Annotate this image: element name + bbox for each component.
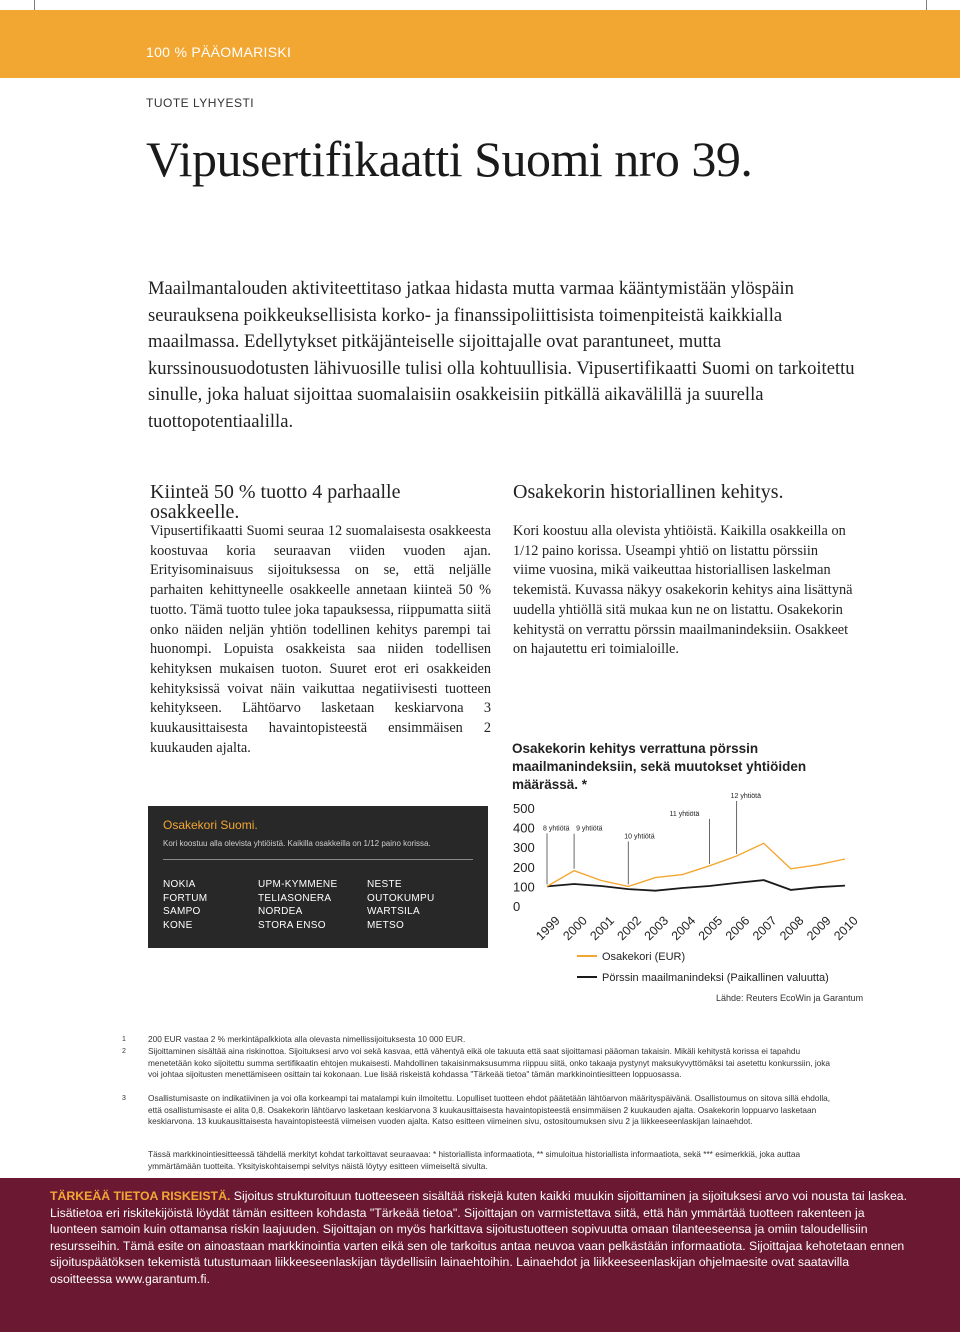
y-tick-label: 300 [513,840,535,856]
y-tick-label: 200 [513,859,535,875]
legend-label: Pörssin maailmanindeksi (Paikallinen valuutta) [602,972,829,984]
left-column-heading: Kiinteä 50 % tuotto 4 parhaalle osakkeelle. [150,481,401,523]
company-count-annotation: 11 yhtiötä [669,810,700,818]
basket-column [367,878,435,933]
footnote-text: Sijoittaminen sisältää aina riskinottoa. Sijoituksesi arvo voi sekä kasvaa, että vähentyä eikä ole takuuta että saat sijoittamasi pääoman takaisin. Mikäli kehitystä korissa ei tapahdu menetetään koko sijoitettu summa sertifikaatin ehtojen mukaisesti. Mahdollinen takaisinmaksusumma riippuu siitä, onko takaaja pystynyt maksukyvyttömäksi tai asetettu konkurssiin, joka voi johtaa sijoitusten menettämiseen osittain tai kokonaan. Lue lisää riskeistä kohdassa "Tärkeää tietoa" tämän markkinointiesitteen loppuosassa. [148,1046,831,1079]
basket-divider [163,859,473,860]
company-count-annotation: 10 yhtiötä [624,833,655,841]
basket-vs-world-index-chart [505,793,875,993]
basket-box [148,806,488,948]
basket-stock: SAMPO [163,906,201,918]
y-tick-label: 500 [513,801,535,816]
x-tick-label: 2002 [614,913,645,944]
right-column-heading: Osakekorin historiallinen kehitys. [513,481,784,503]
y-tick-label: 400 [513,820,535,836]
basket-stock: WARTSILA [367,906,420,918]
basket-stock: UPM-KYMMENE [258,879,338,890]
risk-level-label: 100 % PÄÄOMARISKI [146,44,292,60]
footnote-number: 1 [122,1036,126,1043]
marked-items-note: Tässä markkinointiesitteessä tähdellä merkityt kohdat tarkoittavat seuraavaa: * historiallista informaatiota, ** simuloitua historiallista informaatiota, sekä *** esimerkkiä, joka auttaa ymmärtämään tuotteita. Yksityiskohtaisempi selvitys näistä löytyy esitteen viimeiseltä sivulta. [148,1149,801,1171]
basket-stock: NOKIA [163,879,196,890]
basket-series-line [547,843,845,886]
basket-stock: METSO [367,920,405,932]
x-tick-label: 2005 [695,913,726,944]
basket-stock: OUTOKUMPU [367,892,435,904]
x-tick-label: 2010 [831,913,861,944]
basket-title: Osakekori Suomi. [163,818,258,832]
left-column-body: Vipusertifikaatti Suomi seuraa 12 suomalaisesta osakkeesta koostuvaa koria seuraavan viiden vuoden ajan. Erityisominaisuus sijoituksessa on se, että neljälle parhaiten kehittyneelle osakkeelle annetaan kiinteä 50 % tuotto. Tämä tuotto tulee joka tapauksessa, riippumatta siitä onko näiden neljän yhtiön todellinen kehitys parempi tai huonompi. Lopuista osakkeista saa niiden todellisen kehityksen mukaisen tuoton. Suuret erot eri osakkeiden kehityksissä voivat näin vaikuttaa negatiivisesti tuotteen kehitykseen. Lähtöarvo lasketaan keskiarvona 3 kuukausittaisesta havaintopisteestä ensimmäisen 2 kuukauden ajalta. [150,523,491,756]
chart-title: Osakekorin kehitys verrattuna pörssin maailmanindeksiin, sekä muutokset yhtiöiden määrässä. * [512,741,807,792]
y-tick-label: 100 [513,879,535,895]
risk-info-text [50,1188,914,1288]
footnote-text: 200 EUR vastaa 2 % merkintäpalkkiota alla olevasta nimellissijoituksesta 10 000 EUR. [148,1034,466,1044]
x-tick-label: 2009 [804,913,834,944]
x-tick-label: 2004 [668,913,699,944]
x-tick-label: 1999 [533,913,563,944]
x-tick-label: 2008 [777,913,807,944]
company-count-annotation: 8 yhtiötä [543,825,570,833]
company-count-annotation: 12 yhtiötä [730,793,761,801]
legend-label: Osakekori (EUR) [602,951,686,963]
x-tick-label: 2001 [587,913,617,944]
basket-stock: TELIASONERA [258,892,332,904]
basket-stock: NORDEA [258,906,303,918]
right-column-body: Kori koostuu alla olevista yhtiöistä. Kaikilla osakkeilla on 1/12 paino korissa. Useampi yhtiö on listattu pörssiin viime vuosina, mikä vaikeuttaa historiallisen laskelman tekemistä. Kuvassa näkyy osakekorin kehitys aina lisättynä uudella yhtiöllä sitä mukaa kun ne on listattu. Osakekorin kehitystä on verrattu pörssin maailmanindeksiin. Osakkeet on hajautettu eri toimialoille. [513,523,853,658]
intro-paragraph: Maailmantalouden aktiviteettitaso jatkaa hidasta mutta varmaa kääntymistään ylöspäin seurauksena poikkeuksellisista korko- ja finanssipoliittisista toimenpiteistä kaikkialla maailmassa. Edellytykset pitkäjänteiselle sijoittajalle ovat parantuneet, mutta kurssinousuodotusten lähivuosille tulisi olla kohtuullisia. Vipusertifikaatti Suomi on tarkoitettu sinulle, joka haluat sijoittaa suomalaisiin osakkeisiin pitkällä aikavälillä ja suurella tuottopotentiaalilla. [148,278,855,432]
footnote-1 [122,1034,838,1046]
risk-level-band [0,10,960,78]
footnote-3 [122,1093,838,1128]
x-tick-label: 2003 [641,913,672,944]
x-tick-label: 2006 [722,913,753,944]
footnote-number: 3 [122,1095,126,1102]
x-tick-label: 2007 [749,913,780,944]
section-kicker: TUOTE LYHYESTI [146,96,255,110]
company-count-annotation: 9 yhtiötä [576,825,603,833]
risk-info-label: TÄRKEÄÄ TIETOA RISKEISTÄ. [50,1189,231,1203]
risk-info-band [0,1178,960,1332]
page-title: Vipusertifikaatti Suomi nro 39. [146,131,753,187]
basket-subtitle: Kori koostuu alla olevista yhtiöistä. Kaikilla osakkeilla on 1/12 paino korissa. [163,839,431,848]
footnote-2 [122,1046,838,1081]
basket-column [258,878,337,933]
risk-info-body: Sijoitus strukturoituun tuotteeseen sisältää riskejä kuten kaikki muukin sijoittaminen ja sijoituksesi arvo voi nousta tai laskea. Lisätietoa eri riskitekijöistä löydät tämän esitteen kohdasta "Tärkeää tietoa". Sijoittajan on varmistettava siitä, että hän ymmärtää tuotteen rakenteen ja luonteen samoin kuin ottamansa riskin laajuuden. Sijoittajan on myös harkittava sijoitustuotteen sopivuutta omaan tilanteeseensa ja omiin taloudellisiin resursseihin. Tämä esite on ainoastaan markkinointia varten eikä sen ole tarkoitus antaa neuvoa vaan pelkästään informaatiota. Sijoittajaa kehotetaan ennen sijoituspäätöksen tekemistä tutustumaan liikkeeseenlaskijan täydellisiin lainaehtoihin. Lainaehdot ja liikkeeseenlaskijan ohjelmaesite ovat saatavilla osoitteessa www.garantum.fi. [50,1189,908,1286]
x-tick-label: 2000 [560,913,590,944]
basket-column [163,878,207,933]
basket-stock: STORA ENSO [258,920,326,932]
basket-stock: NESTE [367,879,402,890]
footnote-text: Osallistumisaste on indikatiivinen ja voi olla korkeampi tai matalampi kuin ilmoitettu. Lopulliset tuotteen ehdot päätetään lähtöarvon määrityspäivänä. Osallistoumus on sitova sillä ehdolla, että osallistumisaste ei alita 0,8. Osakekorin lähtöarvo lasketaan keskiarvona 3 kuukausittaisesta havaintopisteestä ensimmäisen 2 kuukauden ajalta. Osakekorin loppuarvo lasketaan keskiarvona. 13 kuukausittaisesta havaintopisteestä viimeisen vuoden ajalta. Katso esitteen viimeinen sivu, ostositoumuksen sivu 2 ja liikkeeseenlaskijan lainaehdot. [148,1093,831,1126]
footnote-number: 2 [122,1048,126,1055]
y-tick-label: 0 [513,899,521,914]
world-index-series-line [547,880,845,891]
chart-source: Lähde: Reuters EcoWin ja Garantum [716,993,864,1003]
basket-stock: FORTUM [163,892,208,904]
basket-stock: KONE [163,920,193,932]
